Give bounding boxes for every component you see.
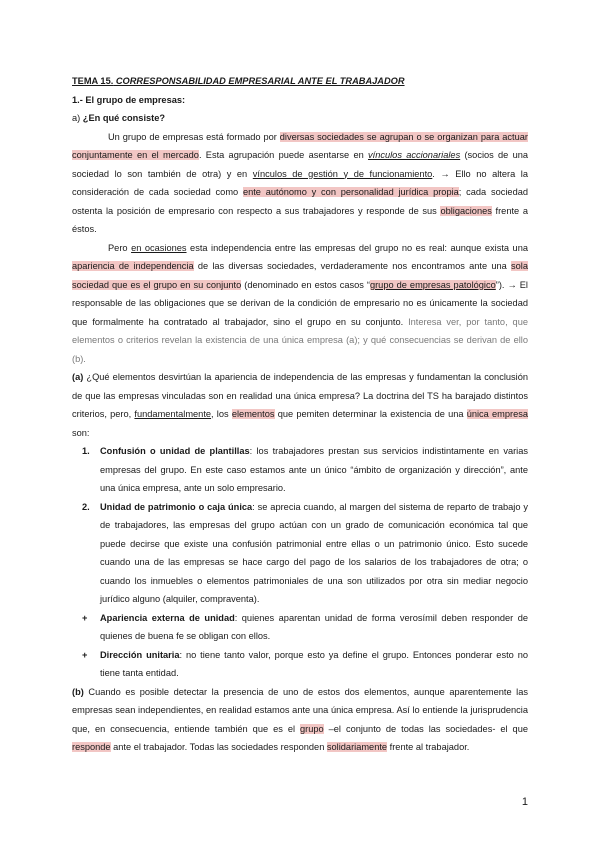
paragraph-4 <box>72 683 528 757</box>
text: de las diversas sociedades, verdaderamente nos encontramos ante una <box>193 261 512 271</box>
list-item-body: : se aprecia cuando, al margen del sistema de reparto de trabajo y de trabajadores, las empresas del grupo actúan con un grado de comunicación económica tal que puede decirse que existe una confusión patrimonial entre ellas o un patrimonio único. Esto sucede cuando una de las empresas se hace cargo del pago de los salarios de los trabajadores de otra; o cuando los inmuebles o elementos patrimoniales de una son utilizados por otra sin mediar negocio jurídico alguno (alquiler, compraventa). <box>100 501 528 604</box>
title-prefix: TEMA 15. <box>72 76 114 86</box>
list-marker: + <box>82 649 88 660</box>
text: Cuando es posible detectar la presencia de uno de estos dos elementos, aunque aparentemente las empresas sean independientes, en realidad estamos ante una única empresa. Así lo entiende la jurisprudencia que, en consecuencia, entiende también que es el <box>72 686 528 734</box>
highlight: única empresa <box>466 409 528 419</box>
text: Un grupo de empresas está formado por <box>108 131 280 142</box>
text: frente al trabajador. <box>387 742 470 752</box>
list-item-body: : no tiene tanto valor, porque esto ya define el grupo. Entonces ponderar esto no tiene tanta entidad. <box>100 649 528 678</box>
highlight: sola sociedad que es el grupo en su conjunto <box>72 261 528 290</box>
text: (socios de una sociedad lo son también de otra) y en <box>72 150 529 179</box>
subsection-heading: a) ¿En qué consiste? <box>72 113 166 123</box>
text: son: <box>72 427 90 438</box>
list-item <box>72 442 528 498</box>
text: ; cada sociedad ostenta la posición de empresario con respecto a sus trabajadores y responde de sus <box>72 187 529 216</box>
highlight: apariencia de independencia <box>72 261 194 271</box>
list-item <box>72 646 528 683</box>
title-text: CORRESPONSABILIDAD EMPRESARIAL ANTE EL TRABAJADOR <box>113 76 405 86</box>
list-item-head: Unidad de patrimonio o caja única <box>100 501 253 512</box>
list-item <box>72 498 528 609</box>
highlight: solidariamente <box>326 742 388 752</box>
list-marker: + <box>82 612 88 623</box>
gray-text: Interesa ver, por tanto, que elementos o criterios revelan la existencia de una única empresa (a); y qué consecuencias se derivan de ello (b). <box>72 316 528 364</box>
text: . Esta agrupación puede asentarse en <box>198 150 369 160</box>
section-heading: 1.- El grupo de empresas: <box>72 94 186 105</box>
text: Pero <box>108 242 132 253</box>
highlight: grupo de empresas patológico <box>369 279 496 290</box>
text: que pemiten determinar la existencia de una <box>274 409 467 419</box>
underline: vínculos de gestión y de funcionamiento <box>252 168 433 179</box>
paragraph-2 <box>72 239 528 369</box>
text: –el conjunto de todas las sociedades- el que <box>323 723 528 734</box>
text: ¿Qué elementos desvirtúan la apariencia de independencia de las empresas y fundamentan la conclusión de que las empresas vinculadas son en realidad una única empresa? La doctrina del TS ha barajado distintos criterios, pero, <box>72 372 528 419</box>
underline: vínculos accionariales <box>368 150 461 160</box>
label: (b) <box>72 686 84 697</box>
highlight: ente autónomo y con personalidad jurídica propia <box>242 187 459 197</box>
text: esta independencia entre las empresas del grupo no es real: aunque exista una <box>186 242 528 253</box>
text: , los <box>211 409 232 419</box>
list-item <box>72 609 528 646</box>
underline: fundamentalmente <box>134 409 212 419</box>
subsection-heading-text: ¿En qué consiste? <box>82 113 166 123</box>
list-marker: 2. <box>82 501 90 512</box>
document-body <box>72 72 528 757</box>
list-item-head: Dirección unitaria <box>100 649 180 660</box>
list-item-body: : quienes aparentan unidad de forma verosímil deben responder de quienes de buena fe se obligan con ellos. <box>100 612 528 641</box>
highlight: diversas sociedades se agrupan o se organizan para actuar conjuntamente en el mercado <box>72 131 528 160</box>
text: ”). → El responsable de las obligaciones que se derivan de la condición de empresario no es únicamente la sociedad que formalmente ha contratado al trabajador, sino el grupo en su conjunto. <box>72 279 528 327</box>
text: (denominado en estos casos “ <box>241 279 370 290</box>
text: . → Ello no altera la consideración de cada sociedad como <box>72 168 528 197</box>
label: (a) <box>72 372 84 382</box>
document-title <box>72 72 528 91</box>
highlight: grupo <box>299 723 324 734</box>
highlight: elementos <box>231 409 275 419</box>
list-marker: 1. <box>82 446 90 456</box>
highlight: obligaciones <box>440 205 492 216</box>
list-item-head: Apariencia externa de unidad <box>100 612 235 623</box>
paragraph-3 <box>72 368 528 442</box>
text: ante el trabajador. Todas las sociedades responden <box>110 742 327 752</box>
list-item-body: : los trabajadores prestan sus servicios indistintamente en varias empresas del grupo. En este caso estamos ante un único “ámbito de organización y dirección”, ante una única empresa, ante un solo empresario. <box>100 446 528 493</box>
underline: en ocasiones <box>131 242 187 253</box>
paragraph-1 <box>72 128 528 239</box>
page-number: 1 <box>521 796 528 808</box>
list-item-head: Confusión o unidad de plantillas <box>100 446 250 456</box>
text: frente a éstos. <box>72 205 528 234</box>
highlight: responde <box>72 742 111 752</box>
criteria-list <box>72 442 528 683</box>
